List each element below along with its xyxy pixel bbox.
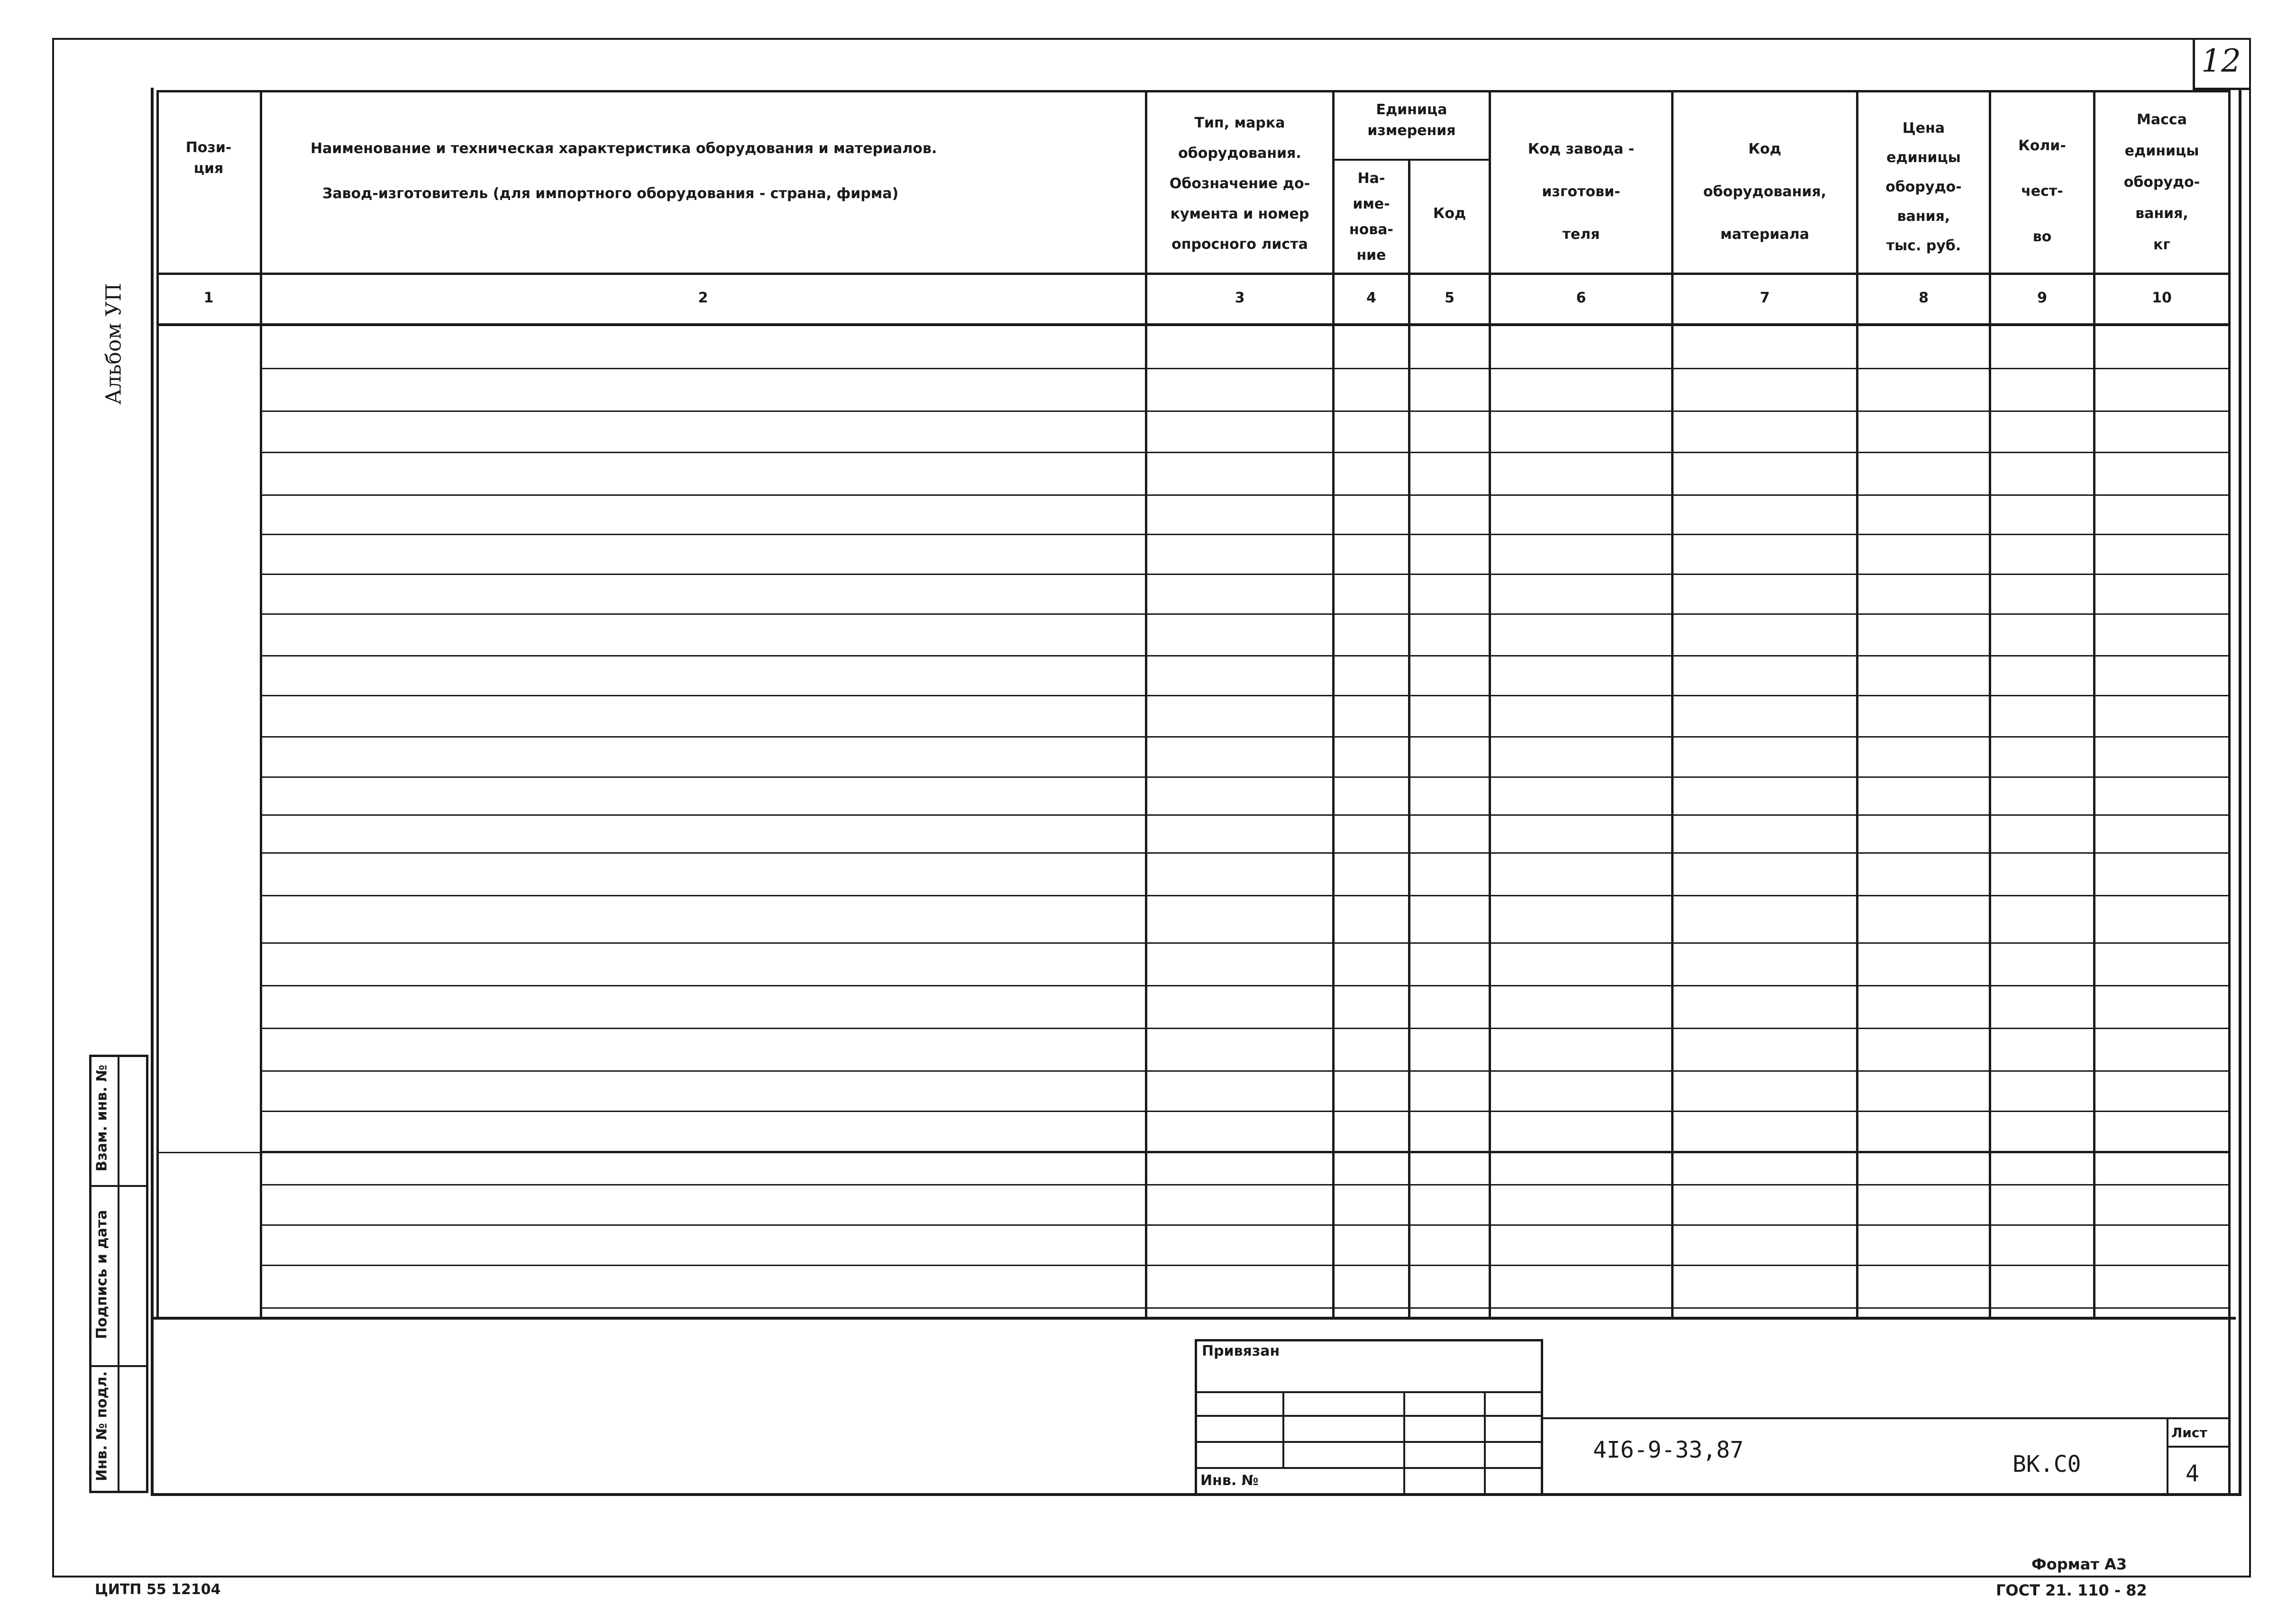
sheet-number: 4 (2186, 1460, 2199, 1487)
side-album-label: Альбом УП (101, 283, 126, 405)
tb-vline (1403, 1391, 1405, 1493)
first-col-gap (156, 1152, 2231, 1153)
col-line (1408, 159, 1410, 1318)
sheet-box-line (2167, 1417, 2168, 1493)
table-bottom (151, 1317, 2236, 1320)
inv-no-label: Инв. № (1200, 1472, 1259, 1489)
colnum-8: 8 (1919, 290, 1929, 306)
corner-number: 12 (2201, 43, 2241, 79)
empty-row-line (260, 1224, 2230, 1226)
side-stamp-vzam: Взам. инв. № (93, 1064, 110, 1172)
header-factory-code: Код завода - изготови- теля (1528, 141, 1635, 243)
colnum-2: 2 (698, 290, 708, 306)
row-line (260, 1028, 2230, 1029)
row-line (260, 736, 2230, 738)
row-line (260, 655, 2230, 656)
privyazan-label: Привязан (1202, 1343, 1280, 1359)
empty-row-line (260, 1265, 2230, 1266)
colnum-7: 7 (1760, 290, 1770, 306)
row-line (260, 574, 2230, 575)
empty-row-line (260, 1307, 2230, 1309)
header-unit-code: Код (1433, 205, 1466, 222)
tb-line (1195, 1441, 1543, 1443)
row-line (260, 942, 2230, 944)
row-line (260, 534, 2230, 535)
doc-code: ВК.С0 (2012, 1451, 2081, 1477)
colnum-10: 10 (2152, 290, 2172, 306)
row-line (260, 368, 2230, 369)
header-quantity: Коли- чест- во (2018, 137, 2066, 245)
colnum-3: 3 (1235, 290, 1245, 306)
sheet-box-line (2167, 1446, 2231, 1448)
row-line (260, 1111, 2230, 1112)
row-line (260, 814, 2230, 816)
side-stamp-divider (118, 1055, 119, 1493)
header-equipment-code: Код оборудования, материала (1703, 141, 1827, 243)
row-line (260, 852, 2230, 854)
colnum-1: 1 (203, 290, 214, 306)
colnum-4: 4 (1366, 290, 1376, 306)
row-line (260, 695, 2230, 696)
side-stamp-signature: Подпись и дата (93, 1210, 110, 1339)
sheet-label: Лист (2171, 1425, 2207, 1441)
row-line (260, 895, 2230, 896)
row-line (260, 452, 2230, 453)
tb-line (1195, 1467, 1543, 1469)
header-name-line1: Наименование и техническая характеристика оборудования и материалов. (311, 140, 937, 157)
unit-group-line (1332, 159, 1491, 161)
header-price: Цена единицы оборудо- вания, тыс. руб. (1885, 120, 1962, 254)
row-line (260, 985, 2230, 986)
side-stamp-line (89, 1185, 148, 1187)
tb-line (1195, 1415, 1543, 1417)
row-line (260, 410, 2230, 412)
colnum-6: 6 (1576, 290, 1586, 306)
row-line (260, 613, 2230, 615)
header-unit-name: На- име- нова- ние (1349, 170, 1394, 264)
tb-vline (1282, 1391, 1284, 1467)
colnum-5: 5 (1445, 290, 1454, 306)
row-line (260, 1070, 2230, 1072)
side-stamp-inv-podl: Инв. № подл. (93, 1371, 110, 1481)
header-type: Тип, марка оборудования. Обозначение до- кумента и номер опросного листа (1169, 115, 1310, 253)
header-top (156, 90, 2231, 92)
empty-row-line (260, 1184, 2230, 1185)
header-position: Пози- ция (185, 139, 232, 177)
footer-format: Формат А3 (2031, 1555, 2127, 1573)
numbers-bottom (156, 323, 2231, 326)
row-line (260, 776, 2230, 778)
header-unit-group: Единица измерения (1367, 101, 1456, 139)
header-bottom (156, 273, 2231, 275)
tb-line (1195, 1391, 1543, 1393)
footer-left: ЦИТП 55 12104 (95, 1581, 221, 1598)
col-line (2228, 88, 2231, 1493)
header-mass: Масса единицы оборудо- вания, кг (2123, 111, 2200, 253)
doc-number: 4I6-9-33,87 (1593, 1437, 1744, 1463)
header-name-line2: Завод-изготовитель (для импортного оборудования - страна, фирма) (322, 185, 899, 202)
tb-vline (1484, 1391, 1486, 1493)
row-line (260, 494, 2230, 496)
colnum-9: 9 (2037, 290, 2047, 306)
footer-gost: ГОСТ 21. 110 - 82 (1996, 1581, 2147, 1599)
